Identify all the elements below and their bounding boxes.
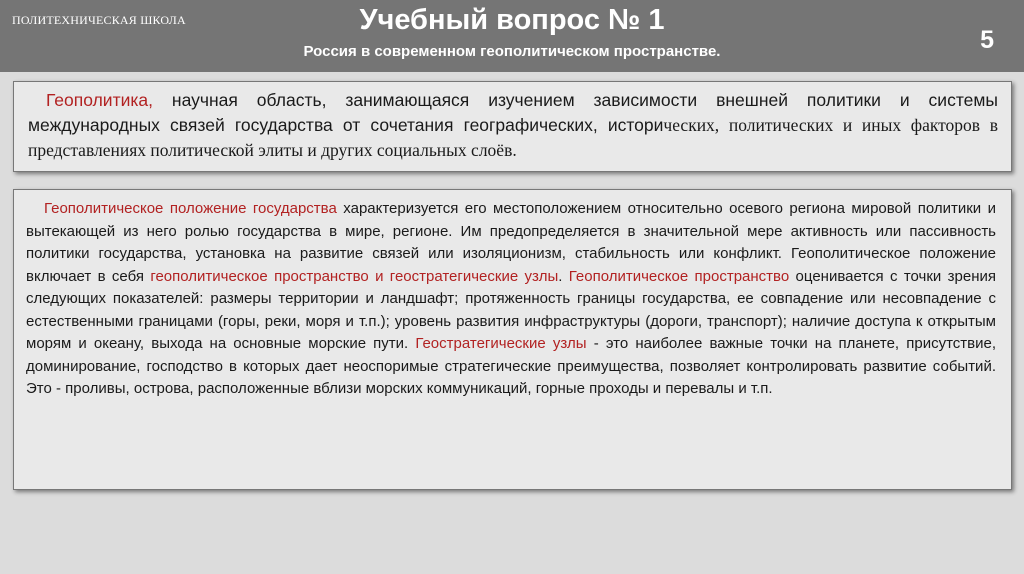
definition-text-serif: ческих, политических и иных факторов в представлениях политической элиты и других социальных слоёв. bbox=[28, 115, 998, 160]
definition-text: научная область, занимающаяся изучением зависимости внешней политики и системы международных связей государства от сочетания географических, истори bbox=[28, 90, 998, 135]
slide-title: Учебный вопрос № 1 bbox=[359, 4, 665, 36]
position-text-2: . bbox=[558, 267, 569, 285]
position-box bbox=[13, 189, 1012, 490]
position-paragraph bbox=[26, 198, 996, 401]
position-text-3: оценивается с точки зрения следующих показателей: размеры территории и ландшафт; протяженность границы государства, ее совпадение или несовпадение с естественными границами (горы, реки, моря и т.п.); уровень развития инфраструктуры (дороги, транспорт); наличие доступа к открытым морям и океану, выхода на основные морские пути. bbox=[26, 267, 996, 352]
header-bar bbox=[0, 0, 1024, 72]
position-text-4: - это наиболее важные точки на планете, присутствие, доминирование, господство в которых дает неоспоримые стратегические преимущества, позволяет контролировать развитие событий. Это - проливы, острова, расположенные вблизи морских коммуникаций, горные проходы и перевалы и т.п. bbox=[26, 335, 996, 397]
term-space-and-nodes: геополитическое пространство и геостратегические узлы bbox=[150, 267, 559, 285]
school-label: ПОЛИТЕХНИЧЕСКАЯ ШКОЛА bbox=[12, 13, 186, 27]
definition-box bbox=[13, 81, 1012, 172]
position-text-1: характеризуется его местоположением относительно осевого региона мировой политики и вытекающей из него ролью государства в мире, регионе. Им предопределяется в значительной мере активность или пассивность политики государства, установка на развитие связей или изоляционизм, стабильность или конфликт. Геополитическое положение включает в себя bbox=[26, 200, 996, 285]
slide-subtitle: Россия в современном геополитическом пространстве. bbox=[303, 43, 721, 60]
slide-number: 5 bbox=[980, 26, 994, 54]
term-geopolitical-position: Геополитическое положение государства bbox=[44, 200, 337, 217]
term-geopolitical-space: Геополитическое пространство bbox=[568, 267, 790, 285]
term-geostrategic-nodes: Геостратегические узлы bbox=[415, 335, 587, 352]
definition-term: Геополитика, bbox=[46, 90, 154, 110]
definition-paragraph bbox=[28, 88, 998, 163]
